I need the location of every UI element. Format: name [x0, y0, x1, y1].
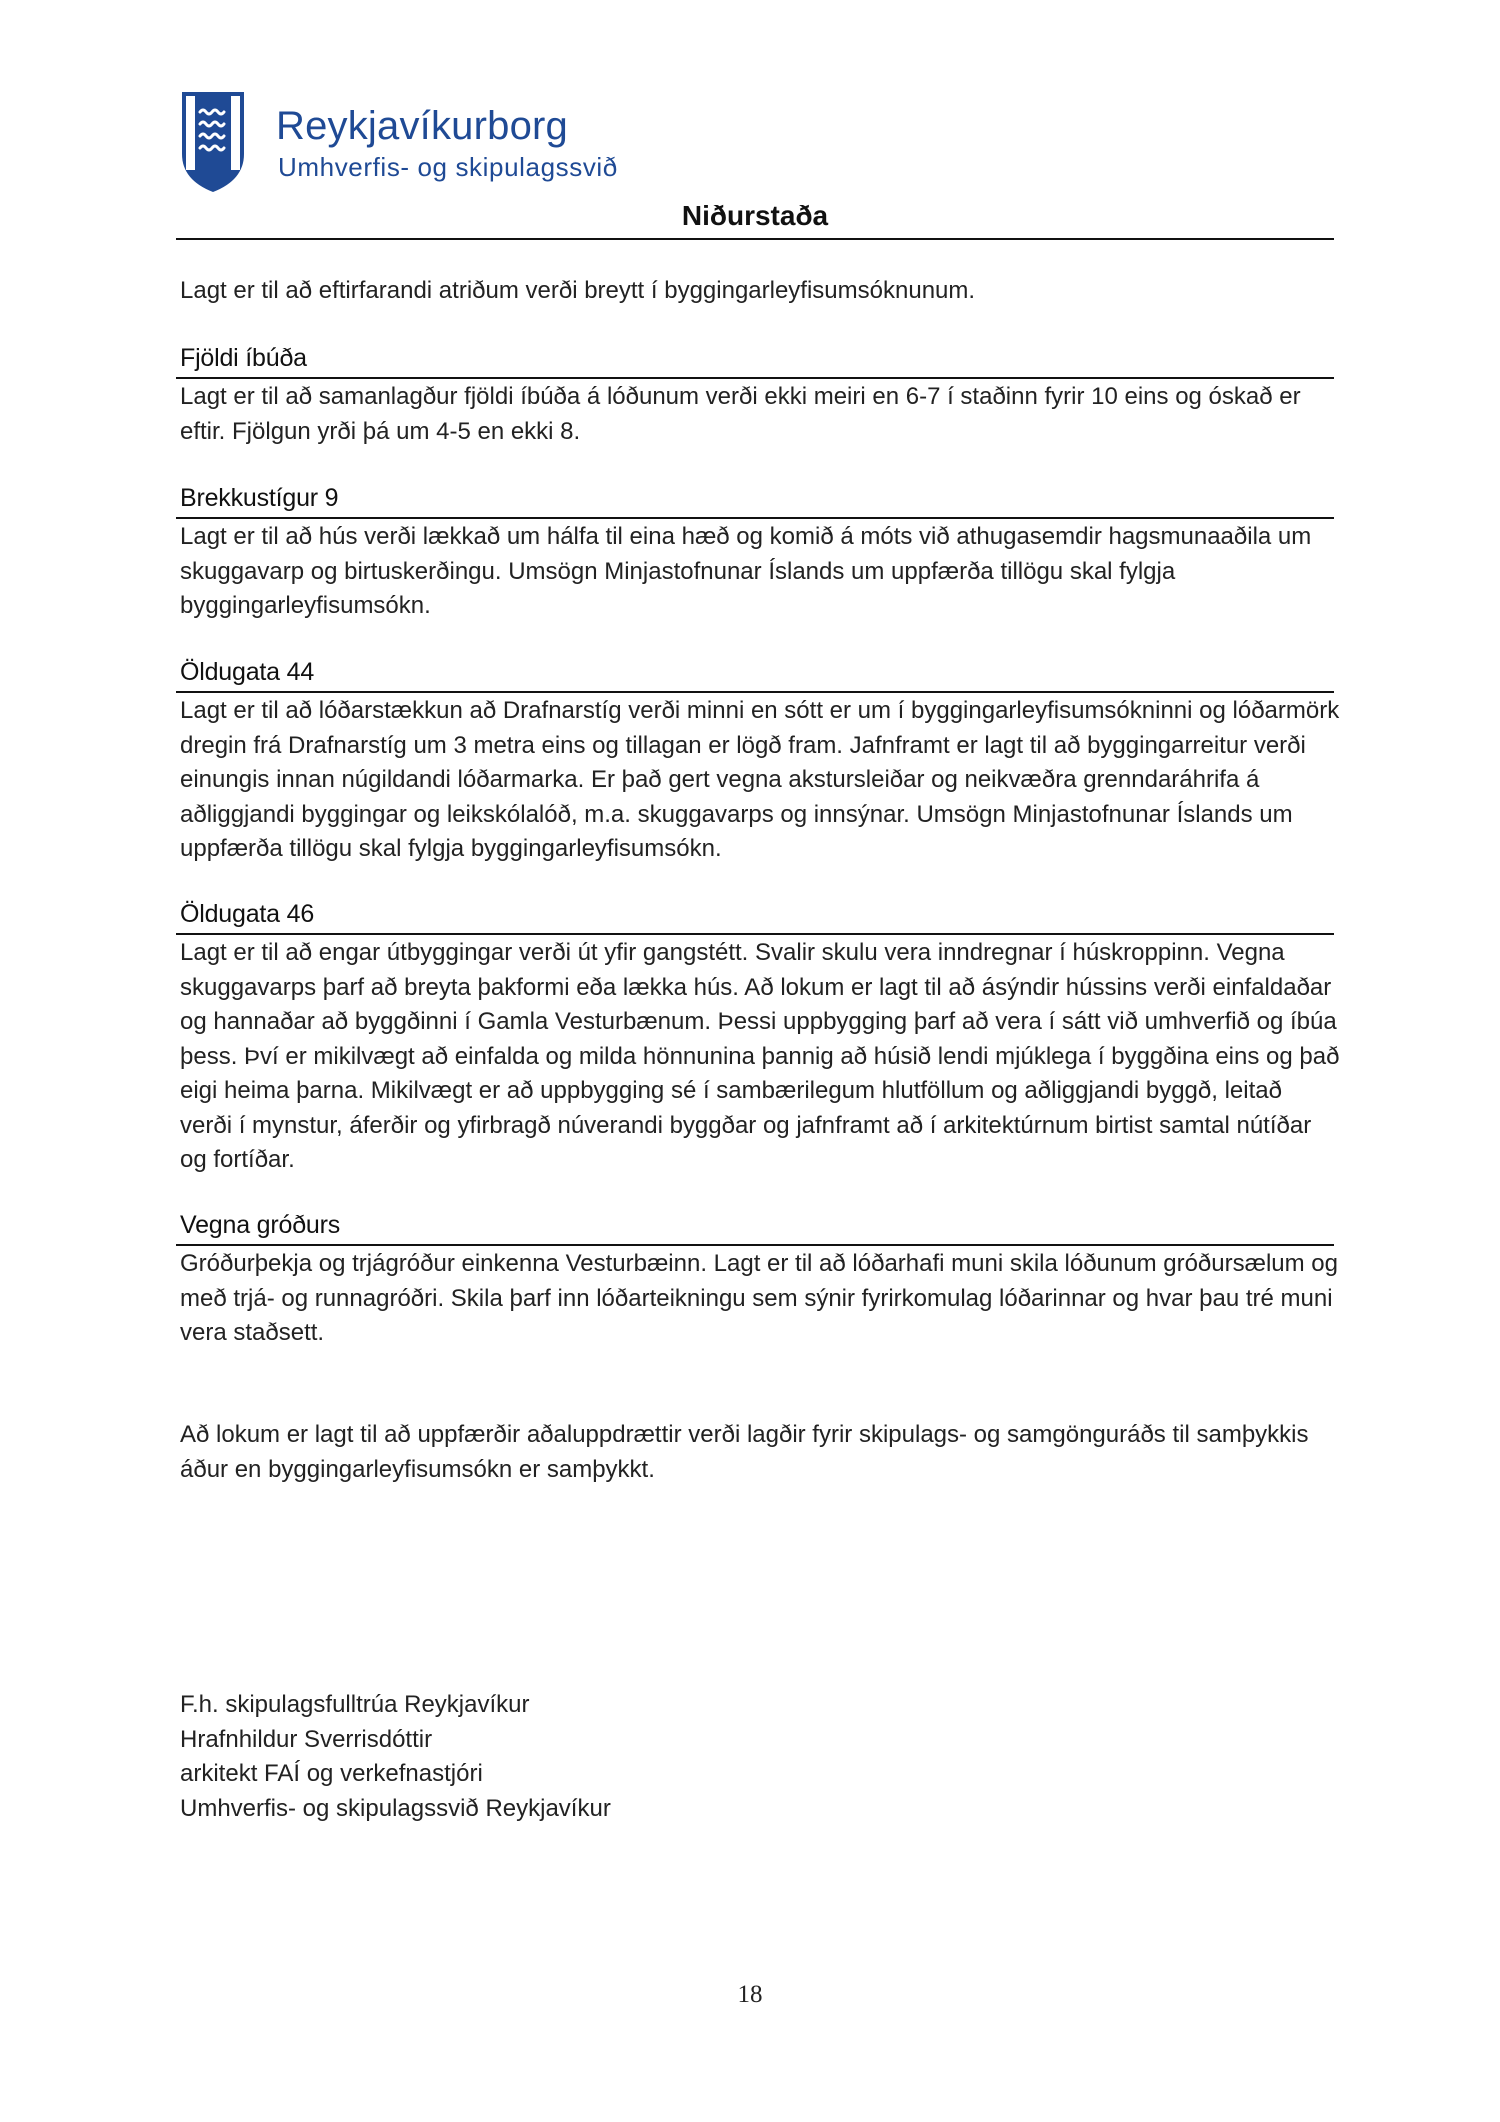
- page-number: 18: [737, 1981, 763, 2008]
- signature-line-1: F.h. skipulagsfulltrúa Reykjavíkur: [180, 1691, 530, 1718]
- signature-line-4: Umhverfis- og skipulagssvið Reykjavíkur: [180, 1794, 611, 1822]
- section-text-oldugata-46: Lagt er til að engar útbyggingar verði út yfir gangstétt. Svalir skulu vera inndregnar í húskroppinn. Vegna skuggavarps þarf að breyta þakformi eða lækka hús. Að lokum er lagt til að ásýndir hússins verði einfaldaðar og hannaðar að byggðinni í Gamla Vesturbænum. Þessi uppbygging þarf að vera í sátt við umhverfið og íbúa þess. Því er mikilvægt að einfalda og milda hönnunina þannig að húsið lendi mjúklega í byggðina eins og það eigi heima þarna. Mikilvægt er að uppbygging sé í sambærilegum hlutföllum og aðliggjandi byggð, leitað verði í mynstur, áferðir og yfirbragð núverandi byggðar og jafnframt að í arkitektúrnum birtist samtal nútíðar og fortíðar.: [180, 939, 1340, 1173]
- section-heading-fjoldi-ibuda: Fjöldi íbúða: [180, 344, 307, 372]
- organization-name: Reykjavíkurborg: [276, 104, 569, 148]
- organization-logo: [180, 90, 740, 200]
- section-text-vegna-grodurs: Gróðurþekja og trjágróður einkenna Vesturbæinn. Lagt er til að lóðarhafi muni skila lóðunum gróðursælum og með trjá- og runnagróðri. Skila þarf inn lóðarteikningu sem sýnir fyrirkomulag lóðarinnar og hvar þau tré muni vera staðsett.: [180, 1250, 1338, 1346]
- section-heading-brekkustigur-9: Brekkustígur 9: [180, 484, 339, 512]
- signature-block: [180, 1688, 611, 1826]
- reykjavik-shield-icon: [180, 90, 246, 194]
- section-divider: [176, 691, 1334, 693]
- section-heading-oldugata-44: Öldugata 44: [180, 658, 315, 686]
- section-heading-vegna-grodurs: Vegna gróðurs: [180, 1211, 341, 1239]
- section-text-fjoldi-ibuda: Lagt er til að samanlagður fjöldi íbúða á lóðunum verði ekki meiri en 6-7 í staðinn fyrir 10 eins og óskað er eftir. Fjölgun yrði þá um 4-5 en ekki 8.: [180, 383, 1301, 445]
- section-text-oldugata-44: Lagt er til að lóðarstækkun að Drafnarstíg verði minni en sótt er um í byggingarleyfisumsókninni og lóðarmörk dregin frá Drafnarstíg um 3 metra eins og tillagan er lögð fram. Jafnframt er lagt til að byggingarreitur verði einungis innan núgildandi lóðarmarka. Er það gert vegna akstursleiðar og neikvæðra grenndaráhrifa á aðliggjandi byggingar og leikskólalóð, m.a. skuggavarps og innsýnar. Umsögn Minjastofnunar Íslands um uppfærða tillögu skal fylgja byggingarleyfisumsókn.: [180, 697, 1340, 862]
- title-divider: [176, 238, 1334, 240]
- section-divider: [176, 377, 1334, 379]
- intro-paragraph: Lagt er til að eftirfarandi atriðum verði breytt í byggingarleyfisumsóknunum.: [180, 277, 976, 304]
- section-heading-oldugata-46: Öldugata 46: [180, 900, 315, 928]
- section-divider: [176, 1244, 1334, 1246]
- section-text-brekkustigur-9: Lagt er til að hús verði lækkað um hálfa til eina hæð og komið á móts við athugasemdir hagsmunaaðila um skuggavarp og birtuskerðingu. Umsögn Minjastofnunar Íslands um uppfærða tillögu skal fylgja byggingarleyfisumsókn.: [180, 523, 1312, 619]
- signature-line-3: arkitekt FAÍ og verkefnastjóri: [180, 1760, 483, 1787]
- organization-department: Umhverfis- og skipulagssvið: [278, 152, 618, 182]
- page-title: Niðurstaða: [681, 200, 829, 231]
- closing-paragraph: Að lokum er lagt til að uppfærðir aðaluppdrættir verði lagðir fyrir skipulags- og samgönguráðs til samþykkis áður en byggingarleyfisumsókn er samþykkt.: [180, 1421, 1309, 1483]
- signature-line-2: Hrafnhildur Sverrisdóttir: [180, 1725, 433, 1753]
- section-divider: [176, 933, 1334, 935]
- section-divider: [176, 517, 1334, 519]
